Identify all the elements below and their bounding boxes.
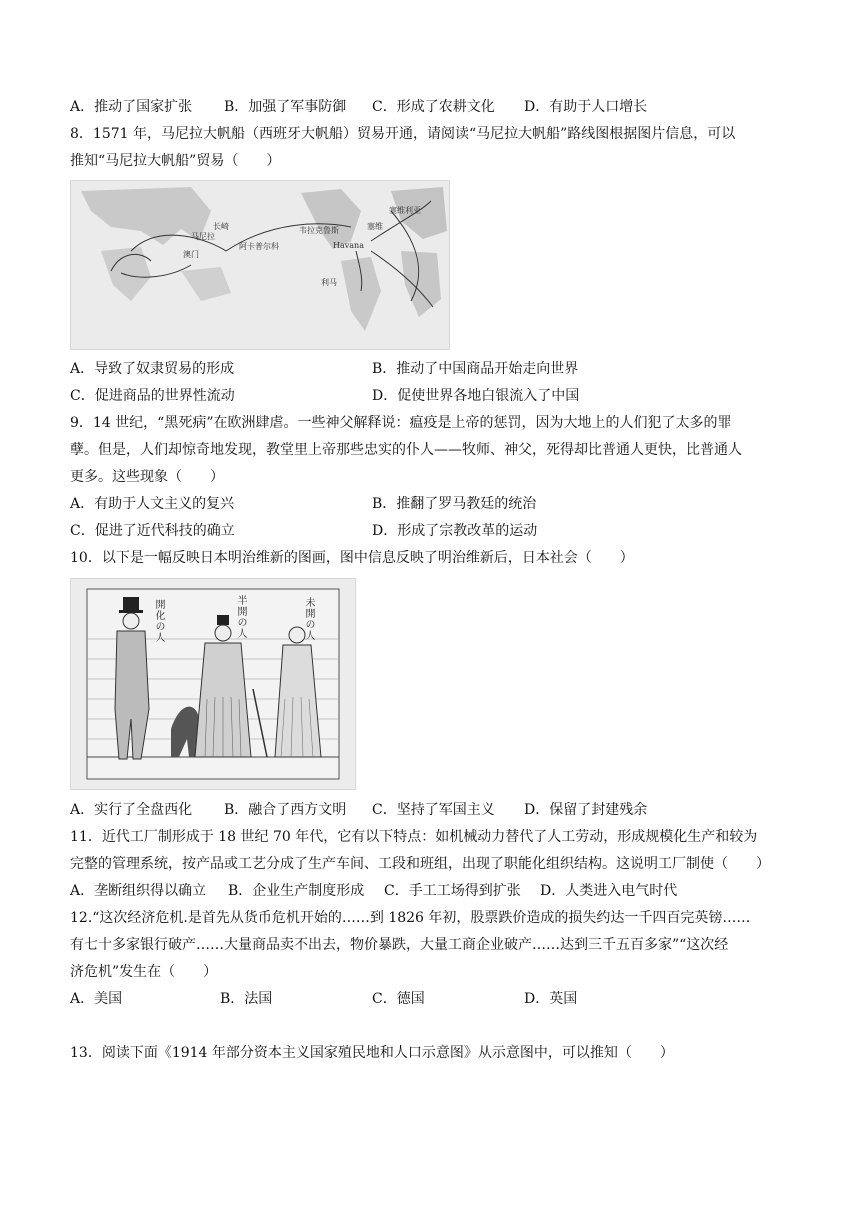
q12-option-c: C．德国 — [372, 991, 425, 1007]
q10-option-d: D．保留了封建残余 — [524, 802, 648, 818]
q11-option-c: C．手工工场得到扩张 — [384, 883, 521, 899]
q13-stem: 13．阅读下面《1914 年部分资本主义国家殖民地和人口示意图》从示意图中，可以推知（ ） — [70, 1045, 674, 1061]
q9-option-b: B．推翻了罗马教廷的统治 — [372, 496, 537, 512]
map-label-nagasaki: 长崎 — [213, 222, 229, 231]
map-label-lima: 利马 — [321, 278, 337, 287]
q9-stem-line3: 更多。这些现象（ ） — [70, 469, 224, 485]
q11-option-d: D．人类进入电气时代 — [540, 883, 678, 899]
q8-stem-line2: 推知“马尼拉大帆船”贸易（ ） — [70, 153, 281, 169]
q12-stem-line2: 有七十多家银行破产……大量商品卖不出去，物价暴跌，大量工商企业破产……达到三千五百多家”“这次经 — [70, 937, 729, 953]
q8-option-b: B．推动了中国商品开始走向世界 — [372, 361, 579, 377]
q8-stem-line1: 8．1571 年，马尼拉大帆船（西班牙大帆船）贸易开通，请阅读“马尼拉大帆船”路线图根据图片信息，可以 — [70, 126, 736, 142]
q9-option-c: C．促进了近代科技的确立 — [70, 523, 235, 539]
q8-option-a: A．导致了奴隶贸易的形成 — [70, 361, 235, 377]
map-label-lisbon: 塞维 — [367, 222, 383, 231]
meiji-restoration-illustration — [70, 578, 356, 790]
q11-option-b: B．企业生产制度形成 — [228, 883, 365, 899]
q11-option-a: A．垄断组织得以确立 — [70, 883, 207, 899]
q12-stem-line3: 济危机”发生在（ ） — [70, 964, 218, 980]
q10-stem: 10．以下是一幅反映日本明治维新的图画，图中信息反映了明治维新后，日本社会（ ） — [70, 550, 634, 566]
map-label-veracruz: 韦拉克鲁斯 — [299, 226, 339, 235]
q11-stem-line1: 11．近代工厂制形成于 18 世纪 70 年代，它有以下特点：如机械动力替代了人工劳动，形成规模化生产和较为 — [70, 829, 758, 845]
q12-stem-line1: 12.“这次经济危机.是首先从货币危机开始的……到 1826 年初，股票跌价造成的损失约达一千四百完英镑…… — [70, 910, 751, 926]
map-label-manila: 马尼拉 — [191, 232, 215, 241]
map-label-havana: Havana — [333, 241, 364, 250]
q10-option-a: A．实行了全盘西化 — [70, 802, 193, 818]
map-label-acapulco: 阿卡普尔科 — [239, 242, 279, 251]
q12-option-a: A．美国 — [70, 991, 123, 1007]
caption-uncivilized: 未開の人 — [303, 597, 314, 641]
manila-galleon-route-map — [70, 180, 450, 350]
map-label-seville: 塞维利亚 — [389, 206, 421, 215]
q10-option-c: C．坚持了军国主义 — [372, 802, 495, 818]
q7-option-c: C．形成了农耕文化 — [372, 99, 495, 115]
map-label-macao: 澳门 — [183, 250, 199, 259]
caption-civilized: 開化の人 — [153, 599, 164, 643]
q8-option-c: C．促进商品的世界性流动 — [70, 388, 235, 404]
q7-option-a: A．推动了国家扩张 — [70, 99, 193, 115]
q8-option-d: D．促使世界各地白银流入了中国 — [372, 388, 580, 404]
q12-option-b: B．法国 — [220, 991, 273, 1007]
q11-stem-line2: 完整的管理系统，按产品或工艺分成了生产车间、工段和班组，出现了职能化组织结构。这说明工厂制使（ ） — [70, 856, 770, 872]
q7-option-b: B．加强了军事防御 — [224, 99, 347, 115]
q9-stem-line1: 9．14 世纪，“黑死病”在欧洲肆虐。一些神父解释说：瘟疫是上帝的惩罚，因为大地上的人们犯了太多的罪 — [70, 415, 732, 431]
q7-option-d: D．有助于人口增长 — [524, 99, 648, 115]
q9-stem-line2: 孽。但是，人们却惊奇地发现，教堂里上帝那些忠实的仆人——牧师、神父，死得却比普通人更快，比普通人 — [70, 442, 742, 458]
q12-option-d: D．英国 — [524, 991, 578, 1007]
q10-option-b: B．融合了西方文明 — [224, 802, 347, 818]
q9-option-d: D．形成了宗教改革的运动 — [372, 523, 538, 539]
caption-semi-civilized: 半開の人 — [235, 595, 246, 639]
q9-option-a: A．有助于人文主义的复兴 — [70, 496, 235, 512]
